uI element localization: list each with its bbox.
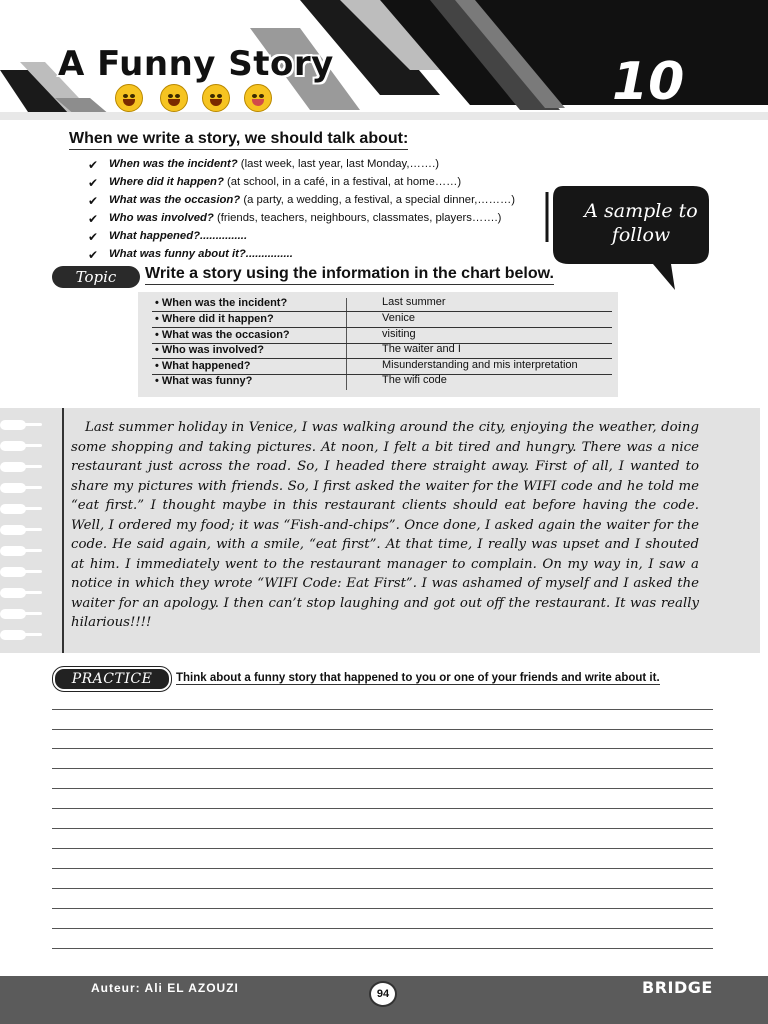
checklist-item: ✔ What was the occasion? (a party, a wedding, a festival, a special dinner,………)	[88, 194, 516, 208]
spiral-ring	[0, 462, 42, 472]
checklist-item: ✔ What was funny about it?...............	[88, 248, 293, 262]
spiral-ring	[0, 420, 42, 430]
writing-line[interactable]	[52, 828, 713, 829]
practice-badge: PRACTICE	[53, 667, 171, 691]
spiral-ring	[0, 588, 42, 598]
brand-logo: BRIDGE	[642, 978, 713, 997]
spiral-ring	[0, 525, 42, 535]
guide-checklist	[88, 155, 515, 263]
smiling-emoji-icon	[202, 84, 230, 112]
chart-row: • When was the incident? Last summer	[152, 296, 612, 312]
chart-row: • Who was involved? The waiter and I	[152, 343, 612, 359]
check-icon: ✔	[88, 176, 99, 190]
check-icon: ✔	[88, 230, 99, 244]
writing-line[interactable]	[52, 729, 713, 730]
writing-line[interactable]	[52, 748, 713, 749]
grinning-emoji-icon	[160, 84, 188, 112]
writing-line[interactable]	[52, 848, 713, 849]
writing-line[interactable]	[52, 908, 713, 909]
chart-row: • Where did it happen? Venice	[152, 312, 612, 328]
laughing-tears-emoji-icon	[115, 84, 143, 112]
writing-line[interactable]	[52, 808, 713, 809]
chart-row: • What was the occasion? visiting	[152, 328, 612, 344]
check-icon: ✔	[88, 158, 99, 172]
topic-badge: Topic	[52, 266, 140, 288]
author-credit: Auteur: Ali EL AZOUZI	[91, 981, 239, 995]
spiral-ring	[0, 567, 42, 577]
writing-line[interactable]	[52, 768, 713, 769]
writing-line[interactable]	[52, 709, 713, 710]
spiral-ring	[0, 546, 42, 556]
margin-line	[62, 408, 64, 653]
writing-line[interactable]	[52, 888, 713, 889]
topic-instruction: Write a story using the information in the chart below.	[145, 265, 554, 285]
writing-line[interactable]	[52, 948, 713, 949]
unit-number: 10	[612, 52, 685, 112]
chart-row: • What happened? Misunderstanding and mis interpretation	[152, 359, 612, 375]
sample-bubble-text: A sample to follow	[584, 200, 698, 246]
writing-line[interactable]	[52, 788, 713, 789]
checklist-item: ✔ Who was involved? (friends, teachers, neighbours, classmates, players…….)	[88, 212, 502, 226]
chart-row: • What was funny? The wifi code	[155, 374, 447, 387]
checklist-item: ✔ When was the incident? (last week, last year, last Monday,…….)	[88, 158, 439, 172]
story-chart	[138, 292, 618, 397]
spiral-ring	[0, 630, 42, 640]
checklist-item: ✔ What happened?...............	[88, 230, 248, 244]
check-icon: ✔	[88, 194, 99, 208]
writing-line[interactable]	[52, 928, 713, 929]
practice-instruction: Think about a funny story that happened to you or one of your friends and write about it.	[176, 672, 660, 684]
spiral-ring	[0, 483, 42, 493]
check-icon: ✔	[88, 212, 99, 226]
checklist-item: ✔ Where did it happen? (at school, in a café, in a festival, at home……)	[88, 176, 462, 190]
spiral-ring	[0, 441, 42, 451]
page-number: 94	[369, 981, 397, 1007]
intro-heading: When we write a story, we should talk about:	[69, 130, 408, 150]
spiral-ring	[0, 609, 42, 619]
page-title: A Funny Story	[58, 44, 334, 84]
winking-tongue-emoji-icon	[244, 84, 272, 112]
sample-story: Last summer holiday in Venice, I was walking around the city, enjoying the weather, doing some shopping and taking pictures. At noon, I felt a bit tired and hungry. There was a nice restaurant just across the road. So, I headed there straight away. First of all, I wanted to share my pictures with friends. So, I first asked the waiter for the WIFI code and he told me “eat first.” I thought maybe in this restaurant clients should eat before having the code. Well, I ordered my food; it was “Fish-and-chips”. Once done, I asked again the waiter for the code. He said again, with a smile, “eat first”. At that time, I really was upset and I shouted at him. I immediately went to the restaurant manager to complain. On my way in, I saw a notice in which they wrote “WIFI Code: Eat First”. I was ashamed of myself and I asked the waiter for an apology. I then can’t stop laughing and got out off the restaurant. It was really hilarious!!!!	[71, 420, 699, 630]
spiral-ring	[0, 504, 42, 514]
writing-line[interactable]	[52, 868, 713, 869]
check-icon: ✔	[88, 248, 99, 262]
